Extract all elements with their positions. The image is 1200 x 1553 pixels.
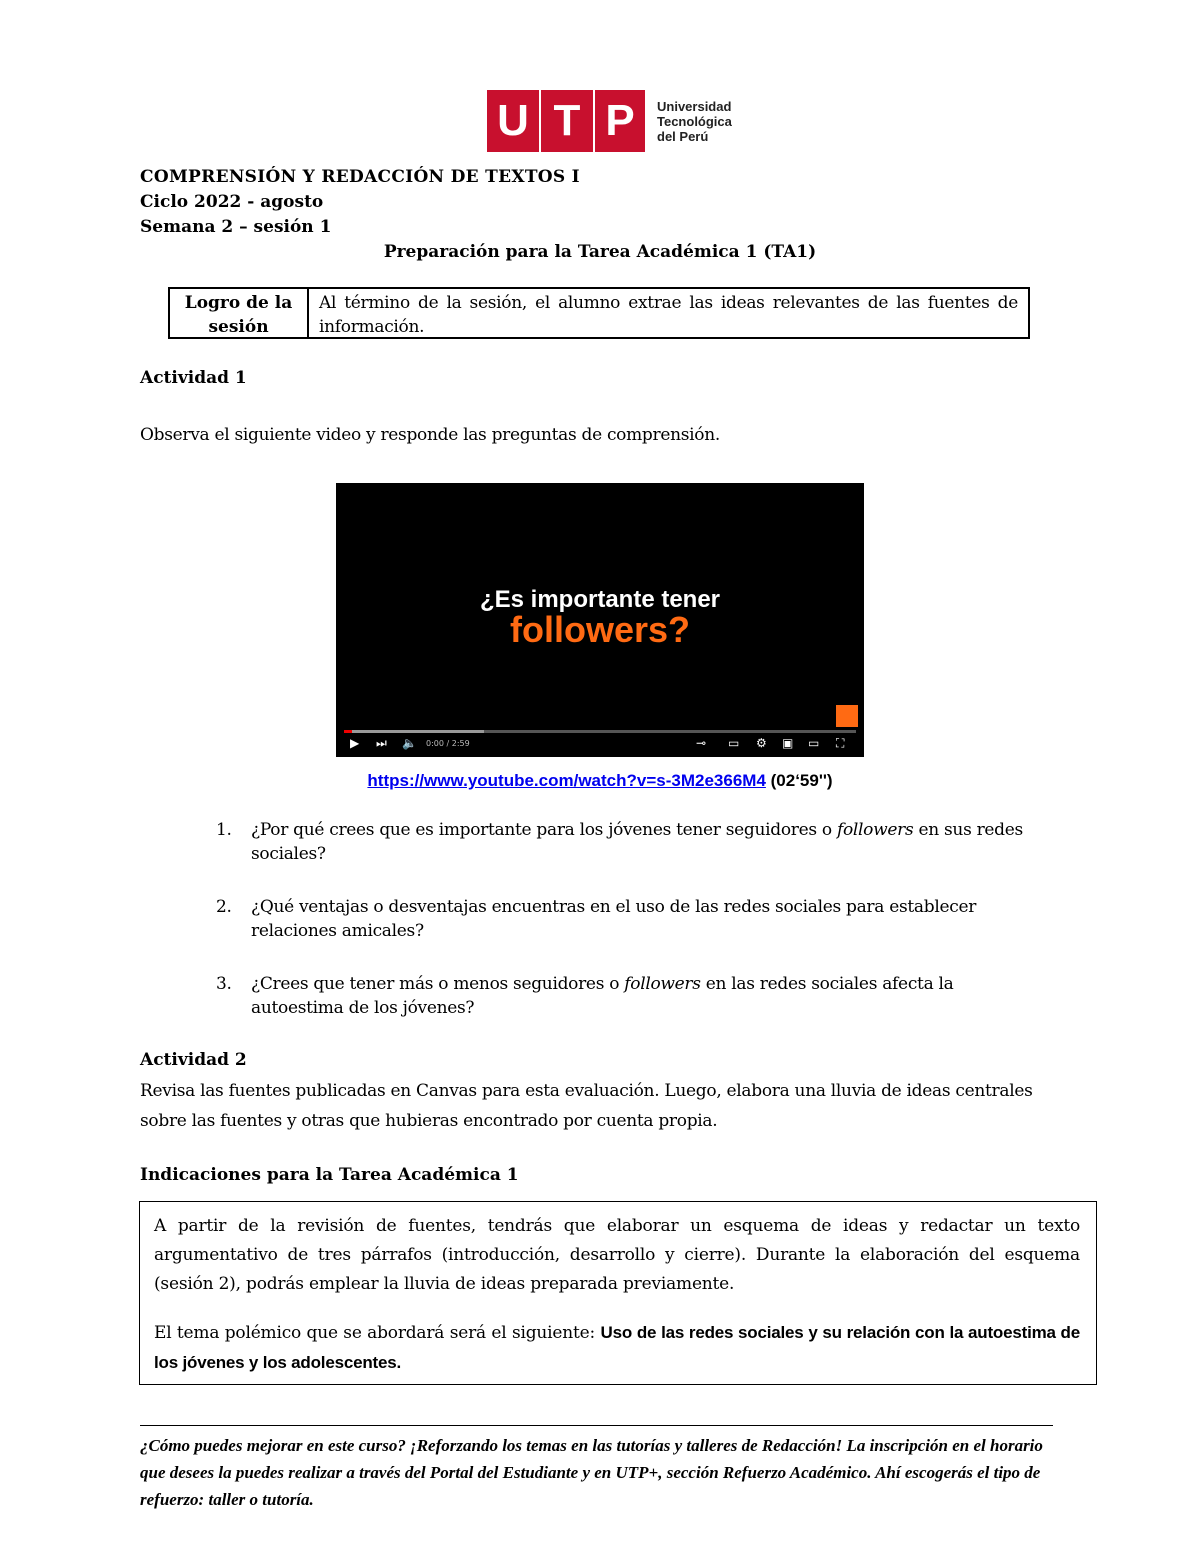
logo-line: Universidad xyxy=(657,99,732,114)
video-duration: (02‘59'') xyxy=(770,771,833,790)
activity-2-text: Revisa las fuentes publicadas en Canvas para esta evaluación. Luego, elabora una lluvia de ideas centrales sobre las fuentes y otras que hubieras encontrado por cuenta propia. xyxy=(140,1081,1033,1131)
volume-icon[interactable]: 🔈 xyxy=(402,736,417,750)
video-link-line xyxy=(0,771,1200,791)
autoplay-toggle-icon[interactable]: ⊸ xyxy=(696,736,707,750)
video-progress-fill xyxy=(344,730,352,733)
logo-line: del Perú xyxy=(657,129,709,144)
question-text xyxy=(251,972,1051,1020)
activity-2-title: Actividad 2 xyxy=(140,1050,247,1070)
question-number: 3. xyxy=(216,974,232,994)
course-title: COMPRENSIÓN Y REDACCIÓN DE TEXTOS I xyxy=(140,167,580,187)
video-buffer-bar xyxy=(352,730,484,733)
question-number: 1. xyxy=(216,820,232,840)
activity-1-title: Actividad 1 xyxy=(140,368,247,388)
question-number: 2. xyxy=(216,897,232,917)
video-progress-bar[interactable] xyxy=(344,730,856,733)
question-text-part: ¿Crees que tener más o menos seguidores o xyxy=(251,974,625,994)
utp-logo xyxy=(487,90,747,152)
subtitles-icon[interactable]: ▭ xyxy=(728,736,740,750)
video-title-line-2: followers? xyxy=(509,609,691,650)
question-text xyxy=(251,818,1051,866)
settings-gear-icon[interactable]: ⚙ xyxy=(756,736,767,750)
question-text: ¿Qué ventajas o desventajas encuentras en el uso de las redes sociales para establecer relaciones amicales? xyxy=(251,897,977,941)
logo-university-name xyxy=(657,99,732,144)
footer-note: ¿Cómo puedes mejorar en este curso? ¡Reforzando los temas en las tutorías y talleres de Redacción! La inscripción en el horario que desees la puedes realizar a través del Portal del Estudiante y en UTP+, sección Refuerzo Académico. Ahí escogerás el tipo de refuerzo: taller o tutoría. xyxy=(140,1436,1043,1509)
channel-logo-icon xyxy=(836,705,858,727)
footer-divider xyxy=(140,1425,1053,1426)
fullscreen-icon[interactable]: ⛶ xyxy=(836,736,845,750)
session-goal-label: Logro de la sesión xyxy=(170,289,309,337)
logo-line: Tecnológica xyxy=(657,114,732,129)
play-icon[interactable]: ▶ xyxy=(350,736,360,750)
indications-topic-lead: El tema polémico que se abordará será el siguiente: xyxy=(154,1323,601,1343)
indications-paragraph-1: A partir de la revisión de fuentes, tendrás que elaborar un esquema de ideas y redactar un texto argumentativo de tres párrafos (introducción, desarrollo y cierre). Durante la elaboración del esquema (sesión 2), podrás emplear la lluvia de ideas preparada previamente. xyxy=(154,1216,1080,1294)
indications-paragraph-2 xyxy=(154,1318,1080,1378)
cycle-label: Ciclo 2022 - agosto xyxy=(140,192,324,212)
question-text-part: ¿Por qué crees que es importante para los jóvenes tener seguidores o xyxy=(251,820,837,840)
indications-box xyxy=(139,1201,1097,1385)
logo-letter-p: P xyxy=(595,90,645,152)
next-icon[interactable]: ⏭ xyxy=(376,736,387,750)
week-session-label: Semana 2 – sesión 1 xyxy=(140,217,332,237)
video-player[interactable] xyxy=(336,483,864,757)
session-goal-text: Al término de la sesión, el alumno extrae las ideas relevantes de las fuentes de información. xyxy=(319,293,1018,337)
preparation-title: Preparación para la Tarea Académica 1 (TA1) xyxy=(383,242,817,262)
session-goal-table xyxy=(168,287,1030,339)
question-text-part: en las redes sociales afecta la autoestima de los jóvenes? xyxy=(251,974,954,1018)
video-title-line-1: ¿Es importante tener xyxy=(479,586,721,613)
activity-1-instruction: Observa el siguiente video y responde las preguntas de comprensión. xyxy=(140,425,720,445)
video-time: 0:00 / 2:59 xyxy=(426,739,470,748)
indications-title: Indicaciones para la Tarea Académica 1 xyxy=(140,1165,519,1185)
theater-mode-icon[interactable]: ▭ xyxy=(808,736,820,750)
question-italic-word: followers xyxy=(836,820,914,840)
indications-topic: Uso de las redes sociales y su relación con la autoestima de los jóvenes y los adolescentes. xyxy=(154,1323,1080,1372)
youtube-link[interactable]: https://www.youtube.com/watch?v=s-3M2e366M4 xyxy=(367,771,766,790)
logo-letter-t: T xyxy=(541,90,593,152)
question-italic-word: followers xyxy=(624,974,701,994)
miniplayer-icon[interactable]: ▣ xyxy=(782,736,794,750)
logo-letter-u: U xyxy=(487,90,539,152)
question-text-part: en sus redes sociales? xyxy=(251,820,1023,864)
